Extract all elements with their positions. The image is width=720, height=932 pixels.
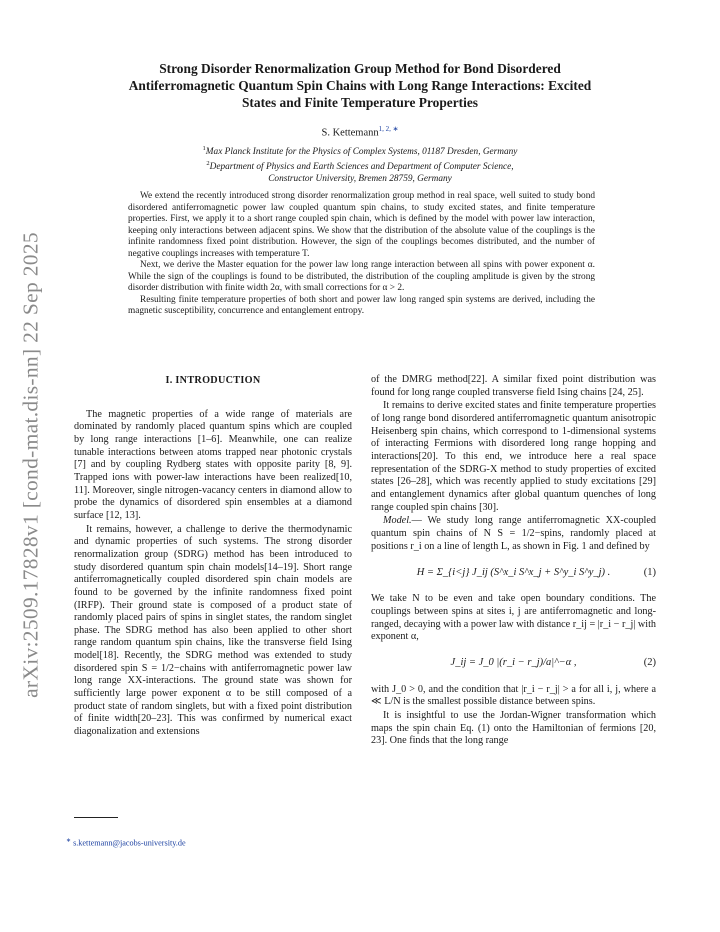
abstract-paragraph: Resulting finite temperature properties of both short and power law long ranged spin systems are derived, including the magnetic susceptibility, concurrence and entanglement entropy.: [128, 294, 595, 316]
title-line: States and Finite Temperature Properties: [241, 95, 479, 110]
model-paragraph: [371, 515, 656, 553]
paper-title: [60, 60, 660, 111]
footnote-email-link[interactable]: s.kettemann@jacobs-university.de: [73, 838, 186, 848]
left-column: [74, 372, 352, 739]
section-heading: I. INTRODUCTION: [165, 375, 261, 386]
body-paragraph: of the DMRG method[22]. A similar fixed point distribution was found for long range coupled transverse field Ising chains [24, 25].: [371, 374, 656, 398]
equation-1: [371, 560, 656, 586]
affiliation: $^2$Department of Physics and Earth Sciences and Department of Computer Science,: [206, 160, 514, 173]
body-paragraph: with J_0 > 0, and the condition that |r_i − r_j| > a for all i, j, where a ≪ L/N is the smallest possible distance between spins.: [371, 683, 656, 708]
model-text: — We study long range antiferromagnetic XX-coupled quantum spin chains of N S = 1/2−spins, randomly placed at positions r_i on a line of length L, as shown in Fig. 1 and defined by: [371, 515, 656, 552]
abstract-paragraph: Next, we derive the Master equation for the power law long range interaction between all spins with power exponent α. While the sign of the couplings is found to be distributed, the distribution of the coupling amplitude is given by the strong disorder distribution with finite width 2α, with small corrections for α > 2.: [128, 260, 595, 293]
author-name: S. Kettemann: [321, 127, 379, 139]
right-column: [371, 374, 656, 748]
body-paragraph: The magnetic properties of a wide range of materials are dominated by randomly placed quantum spins which are coupled by long range interactions [1–6]. Meanwhile, one can realize tunable interactions between atoms trapped near photonic crystals [7] and by coupling Rydberg states with opposite parity [8, 9]. Trapped ions with power-law interactions have been realized[10, 11]. Moreover, single nitrogen-vacancy centers in diamond allow to probe the dynamics of disordered spin ensembles at a diamond surface [12, 13].: [74, 408, 352, 521]
equation-body: J_ij = J_0 |(r_i − r_j)/a|^−α ,: [450, 657, 577, 669]
title-line: Antiferromagnetic Quantum Spin Chains with Long Range Interactions: Excited: [128, 78, 592, 93]
body-paragraph: We take N to be even and take open boundary conditions. The couplings between spins at sites i, j are antiferromagnetic and long-ranged, decaying with a power law with distance r_ij = |r_i − r_j| with exponent α,: [371, 593, 656, 643]
equation-number: (2): [643, 657, 656, 669]
footnote-rule: [74, 817, 118, 818]
abstract-paragraph: We extend the recently introduced strong disorder renormalization group method in real space, well suited to study bond disordered antiferromagnetic power law coupled quantum spin chains, to study excited states, and finite temperature properties. First, we apply it to a short range coupled spin chain, which is defined by the model with power law interaction, keeping only interactions between adjacent spins. We show that the distribution of the absolute value of the couplings is the infinite randomness fixed point distribution. However, the sign of the couplings becomes distributed, and the number of negative couplings increases with temperature T.: [128, 191, 595, 259]
arxiv-identifier: arXiv:2509.17828v1 [cond-mat.dis-nn] 22 Sep 2025: [18, 232, 43, 698]
body-paragraph: It is insightful to use the Jordan-Wigner transformation which maps the spin chain Eq. (1) onto the Hamiltonian of fermions [20, 23]. One finds that the long range: [371, 710, 656, 747]
author-marks[interactable]: 1, 2, ∗: [378, 125, 399, 133]
body-paragraph: It remains, however, a challenge to derive the thermodynamic and dynamic properties of such systems. The strong disorder renormalization group (SDRG) method has been introduced to study disordered quantum spin chain models[14–19]. Short range antiferromagnetically coupled disordered spin chain models are found to be governed by the infinite randomness fixed point (IRFP). Their ground state is composed of a product state of randomly placed pairs of spins in singlet states, the random singlet phase. The SDRG method has also been applied to other short range random quantum spin chains, like the transverse field Ising model[18]. Recently, the SDRG method was extended to study disordered spin S = 1/2−chains with antiferromagnetic power law long range XX-interactions. The ground state was shown for sufficiently large power exponent α to be still composed of a product state of random singlets, but with a fixed point distribution of finite width[20–23]. This was confirmed by numerical exact diagonalization and extensions: [74, 523, 352, 738]
affiliation: $^1$Max Planck Institute for the Physics of Complex Systems, 01187 Dresden, Germany: [202, 145, 518, 158]
model-lead: Model.: [383, 515, 412, 527]
author-line: [60, 125, 660, 139]
arxiv-stamp: [10, 205, 52, 725]
footnote-mark: ∗: [66, 838, 72, 844]
title-line: Strong Disorder Renormalization Group Method for Bond Disordered: [159, 61, 561, 76]
affiliations: [120, 143, 600, 185]
body-paragraph: It remains to derive excited states and finite temperature properties of long range bond disordered antiferromagnetic quantum anisotropic Heisenberg spin chains, which correspond to 1-dimensional systems of interacting Fermions with disordered long range hopping and interactions[20]. To this end, we introduce here a real space representation of the SDRG-X method to study properties of excited states [26–28], which was recently applied to study excitations [29] and entanglement dynamics after global quantum quenches of long range coupled spin chains [30].: [371, 400, 656, 513]
equation-2: [371, 651, 656, 677]
equation-number: (1): [643, 566, 656, 578]
affiliation: Constructor University, Bremen 28759, Germany: [268, 174, 452, 185]
footnote: [66, 837, 186, 848]
abstract: [128, 191, 595, 318]
equation-body: H = Σ_{i<j} J_ij (S^x_i S^x_j + S^y_i S^y_j) .: [416, 566, 611, 578]
